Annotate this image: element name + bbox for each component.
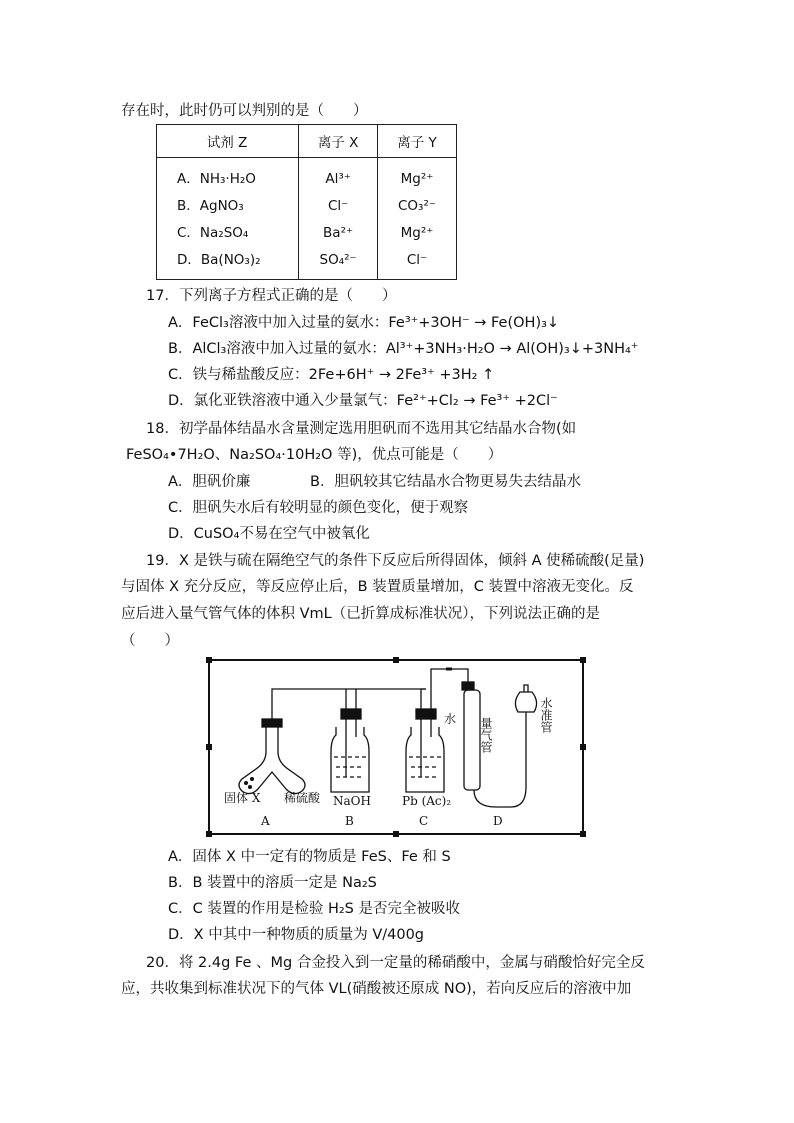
label-dilute-acid: 稀硫酸 <box>284 791 321 805</box>
label-water: 水 <box>444 712 457 726</box>
unit-label-d: D <box>493 814 503 828</box>
q17-option-d: D．氯化亚铁溶液中通入少量氯气：Fe²⁺+Cl₂ → Fe³⁺ +2Cl⁻ <box>168 393 558 409</box>
reagent-table <box>156 124 457 280</box>
q18-option-c: C．胆矾失水后有较明显的颜色变化，便于观察 <box>168 500 469 516</box>
q18-option-a: A．胆矾价廉 <box>168 474 251 490</box>
ion-y-1: CO₃²⁻ <box>397 198 436 214</box>
bottle-c <box>406 669 468 792</box>
q19-stem-line2: 与固体 X 充分反应，等反应停止后，B 装置质量增加，C 装置中溶液无变化。反 <box>121 579 634 595</box>
reagent-z-3: D．Ba(NO₃)₂ <box>177 252 261 268</box>
unit-label-b: B <box>345 814 354 828</box>
question-intro: 存在时，此时仍可以判别的是（ ） <box>121 103 368 119</box>
ion-y-0: Mg²⁺ <box>400 171 434 187</box>
q17-option-b: B．AlCl₃溶液中加入过量的氨水：Al³⁺+3NH₃·H₂O → Al(OH)₃↓+3NH₄⁺ <box>168 341 639 357</box>
apparatus-figure <box>206 657 586 837</box>
solid-x-particles <box>244 777 254 789</box>
q18-option-b: B．胆矾较其它结晶水合物更易失去结晶水 <box>310 474 581 490</box>
ion-x-3: SO₄²⁻ <box>319 252 357 268</box>
label-pb-ac: Pb (Ac)₂ <box>402 794 452 808</box>
reagent-z-2: C．Na₂SO₄ <box>177 225 249 241</box>
q17-option-c: C．铁与稀盐酸反应：2Fe+6H⁺ → 2Fe³⁺ +3H₂ ↑ <box>168 367 495 383</box>
reagent-z-1: B．AgNO₃ <box>177 198 244 214</box>
header-reagent-z: 试剂 Z <box>157 125 299 158</box>
q19-option-c: C．C 装置的作用是检验 H₂S 是否完全被吸收 <box>168 901 460 917</box>
unit-label-c: C <box>419 814 429 828</box>
ion-x-2: Ba²⁺ <box>323 225 354 241</box>
q17-option-a: A．FeCl₃溶液中加入过量的氨水：Fe³⁺+3OH⁻ → Fe(OH)₃↓ <box>168 315 560 331</box>
q20-stem-line1: 20．将 2.4g Fe 、Mg 合金投入到一定量的稀硝酸中，金属与硝酸恰好完全反 <box>146 955 645 971</box>
q19-option-d: D．X 中其中一种物质的质量为 V/400g <box>168 927 425 943</box>
q18-option-d: D．CuSO₄不易在空气中被氧化 <box>168 526 370 542</box>
reagent-z-list <box>177 166 297 274</box>
ion-x-0: Al³⁺ <box>325 171 351 187</box>
header-ion-x: 离子 X <box>299 125 378 158</box>
label-naoh: NaOH <box>333 794 371 808</box>
q19-option-b: B．B 装置中的溶质一定是 Na₂S <box>168 875 377 891</box>
ion-x-1: Cl⁻ <box>327 198 349 214</box>
ion-y-2: Mg²⁺ <box>400 225 434 241</box>
label-level-tube: 水准管 <box>539 697 553 733</box>
label-burette: 量气管 <box>479 717 493 753</box>
unit-label-a: A <box>261 814 270 828</box>
y-tube-a <box>239 689 356 794</box>
q20-stem-line2: 应，共收集到标准状况下的气体 VL(硝酸被还原成 NO)，若向反应后的溶液中加 <box>121 981 632 997</box>
ion-y-list <box>379 166 455 274</box>
q18-stem-line2: FeSO₄•7H₂O、Na₂SO₄·10H₂O 等)，优点可能是（ ） <box>126 447 503 463</box>
ion-x-list <box>300 166 376 274</box>
label-solid-x: 固体 X <box>224 791 261 805</box>
q19-stem-line3: 应后进入量气管气体的体积 VmL（已折算成标准状况），下列说法正确的是 <box>121 606 600 622</box>
ion-y-3: Cl⁻ <box>406 252 428 268</box>
q17-stem: 17．下列离子方程式正确的是（ ） <box>146 288 397 304</box>
header-ion-y: 离子 Y <box>378 125 457 158</box>
q19-stem-line1: 19．X 是铁与硫在隔绝空气的条件下反应后所得固体，倾斜 A 使稀硫酸(足量) <box>146 553 645 569</box>
q19-option-a: A．固体 X 中一定有的物质是 FeS、Fe 和 S <box>168 849 451 865</box>
q18-stem-line1: 18．初学晶体结晶水含量测定选用胆矾而不选用其它结晶水合物(如 <box>146 421 577 437</box>
reagent-z-0: A．NH₃·H₂O <box>177 171 256 187</box>
q19-stem-line4: （ ） <box>121 633 179 649</box>
